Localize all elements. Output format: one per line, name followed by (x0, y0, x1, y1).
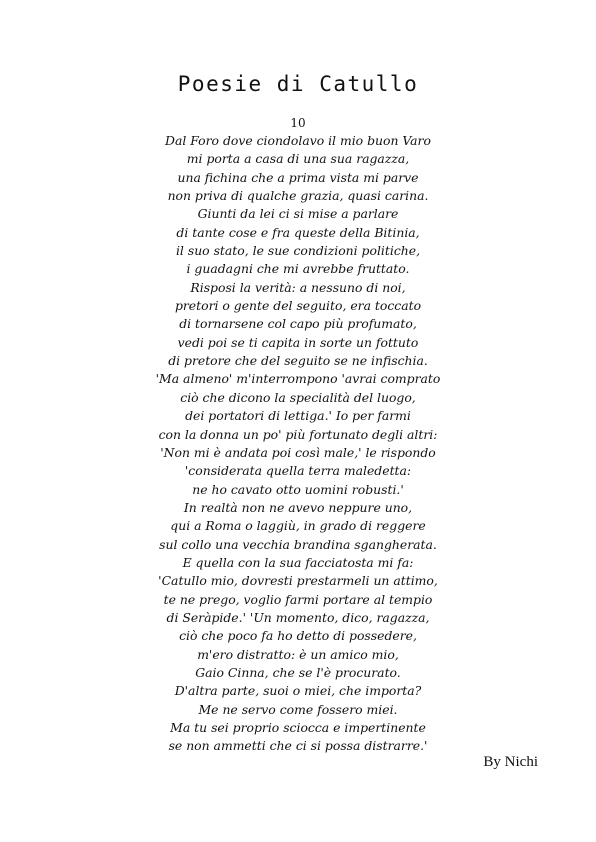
poem-line: Dal Foro dove ciondolavo il mio buon Varo (165, 133, 431, 148)
document-title: Poesie di Catullo (177, 72, 419, 96)
poem-line: di tornarsene col capo più profumato, (179, 316, 417, 332)
poem-line: D'altra parte, suoi o miei, che importa? (174, 683, 422, 699)
poem-line: di tante cose e fra queste della Bitinia, (176, 224, 420, 240)
poem-line: i guadagni che mi avrebbe fruttato. (186, 261, 410, 277)
poem-line: se non ammetti che ci si possa distrarre.' (168, 738, 428, 754)
poem-line: 'Ma almeno' m'interrompono 'avrai comprato (155, 371, 441, 387)
poem-line: Ma tu sei proprio sciocca e impertinente (170, 720, 426, 735)
author-signature: By Nichi (483, 754, 538, 770)
poem-line: vedi poi se ti capita in sorte un fottuto (177, 334, 419, 350)
poem-line: ciò che poco fa ho detto di possedere, (179, 628, 417, 644)
poem-line: E quella con la sua facciatosta mi fa: (182, 554, 414, 570)
poem-line: 'considerata quella terra maledetta: (184, 463, 412, 479)
poem-line: sul collo una vecchia brandina sgangherata. (159, 536, 437, 552)
poem-line: il suo stato, le sue condizioni politiche, (175, 243, 421, 259)
poem-line: Me ne servo come fossero miei. (198, 701, 398, 717)
poem-line: di pretore che del seguito se ne infischia. (168, 353, 428, 369)
poem-line: con la donna un po' più fortunato degli altri: (158, 426, 438, 442)
poem-number: 10 (290, 116, 306, 130)
poem-line: qui a Roma o laggiù, in grado di reggere (170, 518, 426, 534)
poem-line: una fichina che a prima vista mi parve (177, 169, 419, 185)
poem-line: ne ho cavato otto uomini robusti.' (192, 481, 404, 497)
poem-line: In realtà non ne avevo neppure uno, (183, 499, 413, 515)
poem-line: mi porta a casa di una sua ragazza, (186, 151, 410, 167)
poem-line: di Seràpide.' 'Un momento, dico, ragazza, (166, 609, 430, 625)
poem-line: Giunti da lei ci si mise a parlare (197, 206, 399, 222)
poem-line: te ne prego, voglio farmi portare al tempio (163, 591, 433, 607)
poem-line: Risposi la verità: a nessuno di noi, (190, 279, 406, 295)
poem-line: m'ero distratto: è un amico mio, (197, 646, 399, 662)
poem-line: pretori o gente del seguito, era toccato (174, 298, 422, 314)
poem-line: Gaio Cinna, che se l'è procurato. (195, 664, 401, 680)
poem-line: 'Catullo mio, dovresti prestarmeli un attimo, (158, 573, 438, 589)
poem-line: ciò che dicono la specialità del luogo, (180, 389, 416, 405)
poem-line: dei portatori di lettiga.' Io per farmi (185, 408, 411, 424)
poem-line: 'Non mi è andata poi così male,' le rispondo (160, 444, 436, 460)
poem-line: non priva di qualche grazia, quasi carina. (167, 188, 429, 204)
poem-text (0, 132, 596, 756)
